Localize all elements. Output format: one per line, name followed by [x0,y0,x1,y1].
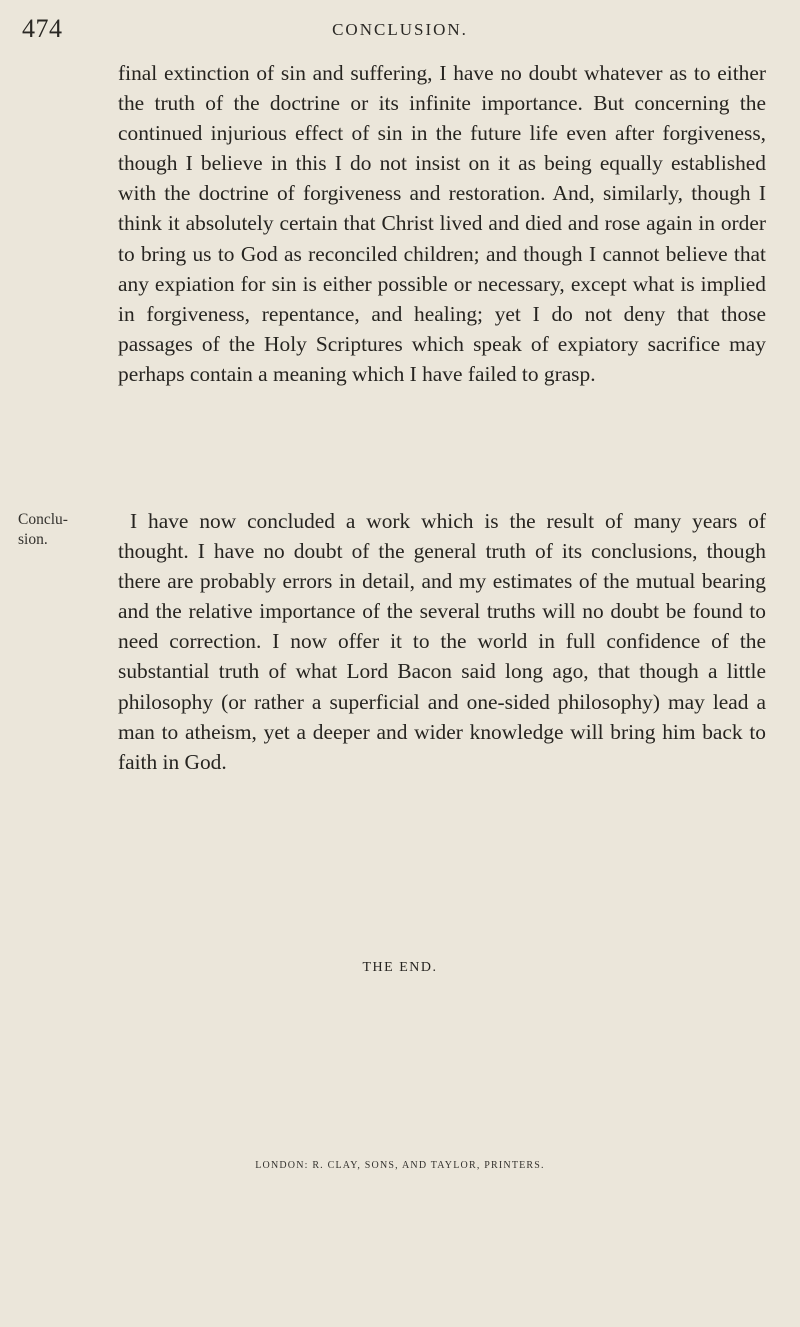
printer-imprint: LONDON: R. CLAY, SONS, AND TAYLOR, PRINTERS. [255,1160,545,1171]
the-end: THE END. [362,960,438,975]
page-number: 474 [22,14,63,43]
running-head: CONCLUSION. [332,20,468,39]
paragraph-2: I have now concluded a work which is the result of many years of thought. I have no doubt of the general truth of its conclusions, though there are probably errors in detail, and my estimates of the mutual bearing and the relative importance of the several truths will no doubt be found to need correction. I now offer it to the world in full confidence of the substantial truth of what Lord Bacon said long ago, that though a little philosophy (or rather a superficial and one-sided philosophy) may lead a man to atheism, yet a deeper and wider knowledge will bring him back to faith in God. [118,509,766,774]
paragraph-1: final extinction of sin and suffering, I have no doubt whatever as to either the truth of the doctrine or its infinite importance. But concerning the continued injurious effect of sin in the future life even after forgiveness, though I believe in this I do not insist on it as being equally established with the doctrine of forgiveness and restoration. And, similarly, though I think it absolutely certain that Christ lived and died and rose again in order to bring us to God as reconciled children; and though I cannot believe that any expiation for sin is either possible or necessary, except what is implied in forgiveness, repentance, and healing; yet I do not deny that those passages of the Holy Scriptures which speak of expiatory sacrifice may perhaps contain a meaning which I have failed to grasp. [118,61,766,386]
margin-note: Conclu- sion. [18,511,68,548]
